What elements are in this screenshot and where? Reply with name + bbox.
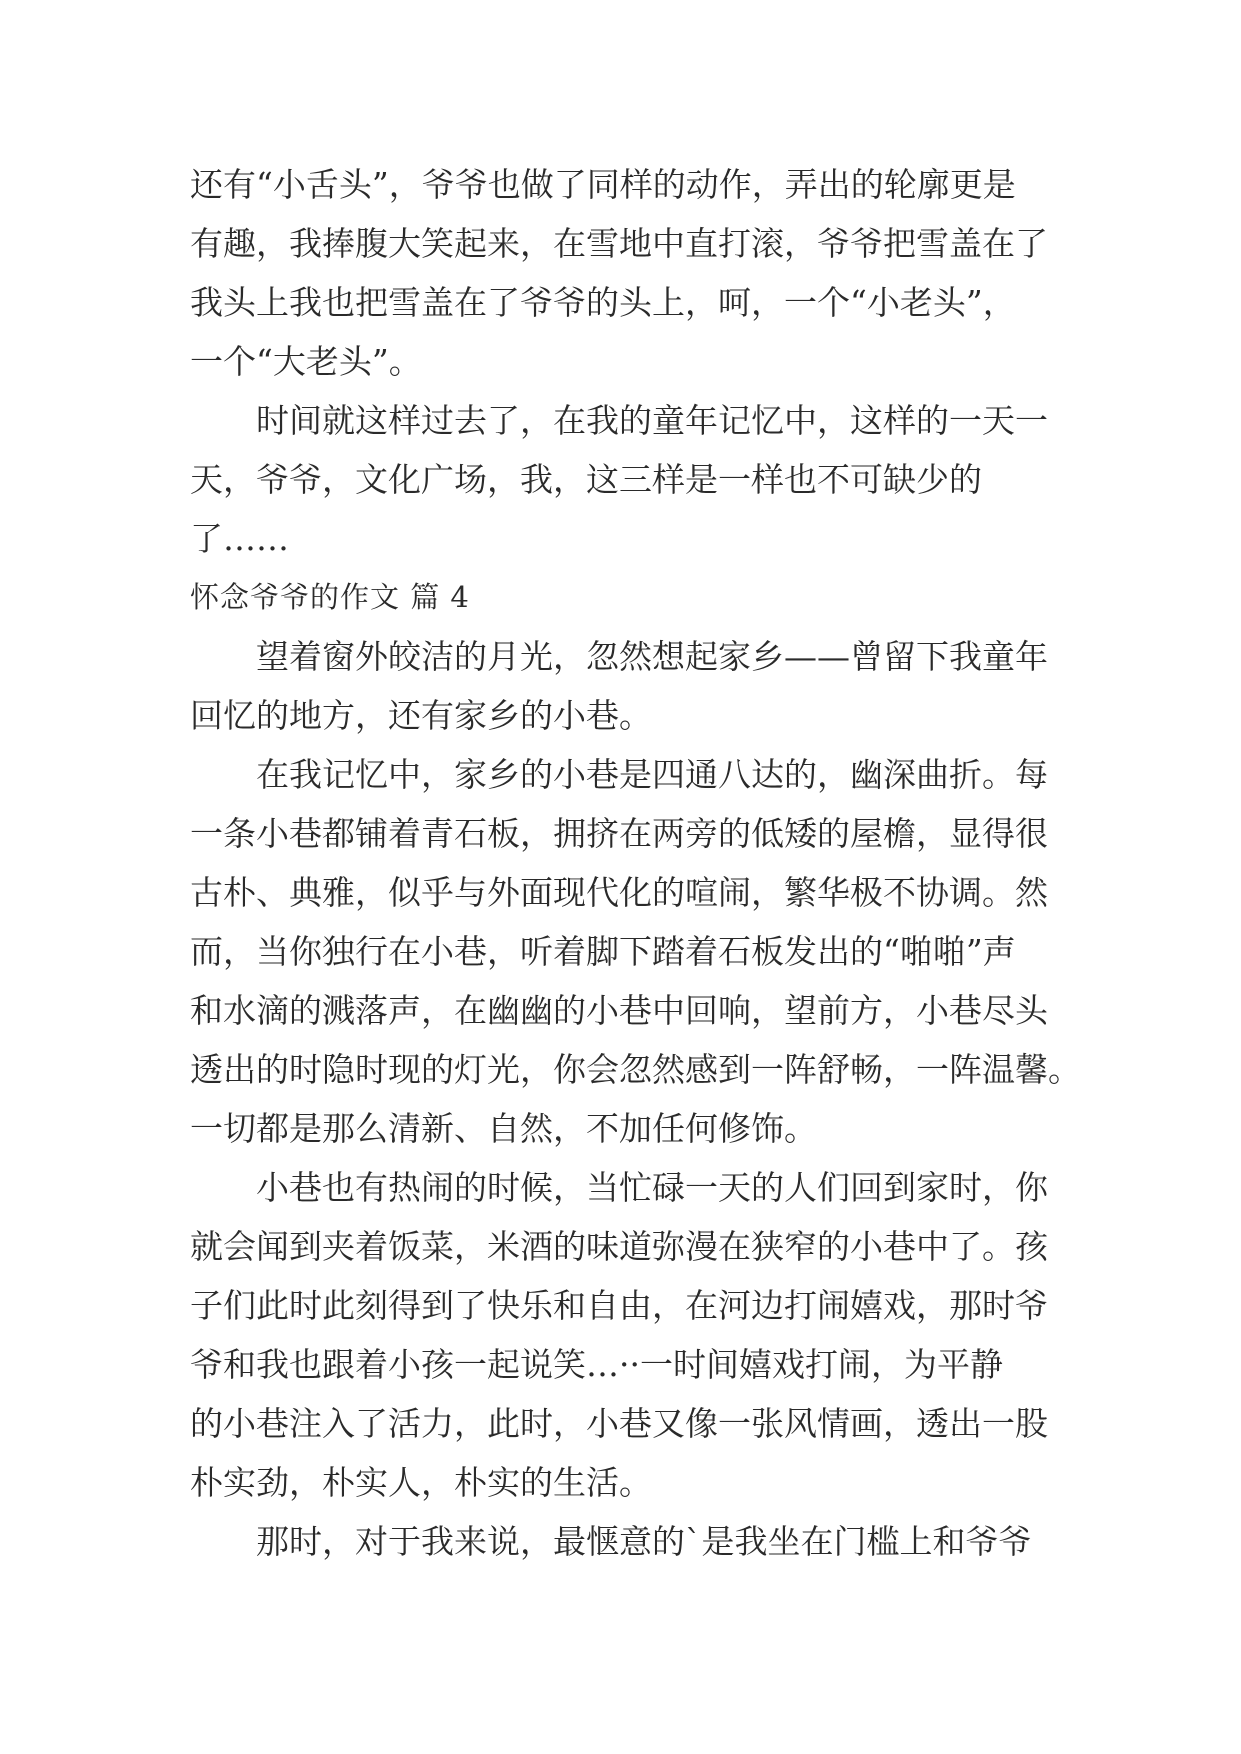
text-line: 天，爷爷，文化广场，我，这三样是一样也不可缺少的 — [190, 460, 982, 499]
text-line: 时间就这样过去了，在我的童年记忆中，这样的一天一 — [256, 401, 1048, 440]
text-line: 和水滴的溅落声，在幽幽的小巷中回响，望前方，小巷尽头 — [190, 991, 1048, 1030]
text-line: 古朴、典雅，似乎与外面现代化的喧闹，繁华极不协调。然 — [190, 873, 1048, 912]
text-line: 小巷也有热闹的时候，当忙碌一天的人们回到家时，你 — [256, 1168, 1048, 1207]
text-line: 那时，对于我来说，最惬意的`是我坐在门槛上和爷爷 — [256, 1522, 1032, 1561]
section-heading: 怀念爷爷的作文 篇 4 — [190, 580, 470, 614]
text-line: 透出的时隐时现的灯光，你会忽然感到一阵舒畅，一阵温馨。 — [190, 1050, 1081, 1089]
text-line: 朴实劲，朴实人，朴实的生活。 — [190, 1463, 652, 1502]
text-line: 还有“小舌头”，爷爷也做了同样的动作，弄出的轮廓更是 — [190, 165, 1016, 204]
text-line: 一条小巷都铺着青石板，拥挤在两旁的低矮的屋檐，显得很 — [190, 814, 1048, 853]
text-line: 子们此时此刻得到了快乐和自由，在河边打闹嬉戏，那时爷 — [190, 1286, 1048, 1325]
text-line: 在我记忆中，家乡的小巷是四通八达的，幽深曲折。每 — [256, 755, 1048, 794]
text-line: 爷和我也跟着小孩一起说笑…··一时间嬉戏打闹，为平静 — [190, 1345, 1003, 1384]
text-line: 望着窗外皎洁的月光，忽然想起家乡——曾留下我童年 — [256, 637, 1048, 676]
text-line: 的小巷注入了活力，此时，小巷又像一张风情画，透出一股 — [190, 1404, 1048, 1443]
text-line: 有趣，我捧腹大笑起来，在雪地中直打滚，爷爷把雪盖在了 — [190, 224, 1048, 263]
text-line: 一切都是那么清新、自然，不加任何修饰。 — [190, 1109, 817, 1148]
text-line: 了…… — [190, 519, 289, 558]
text-line: 而，当你独行在小巷，听着脚下踏着石板发出的“啪啪”声 — [190, 932, 1016, 971]
text-line: 一个“大老头”。 — [190, 342, 422, 381]
text-line: 就会闻到夹着饭菜，米酒的味道弥漫在狭窄的小巷中了。孩 — [190, 1227, 1048, 1266]
body-text — [190, 155, 1081, 1571]
text-line: 回忆的地方，还有家乡的小巷。 — [190, 696, 652, 735]
text-line: 我头上我也把雪盖在了爷爷的头上，呵，一个“小老头”， — [190, 283, 1016, 322]
